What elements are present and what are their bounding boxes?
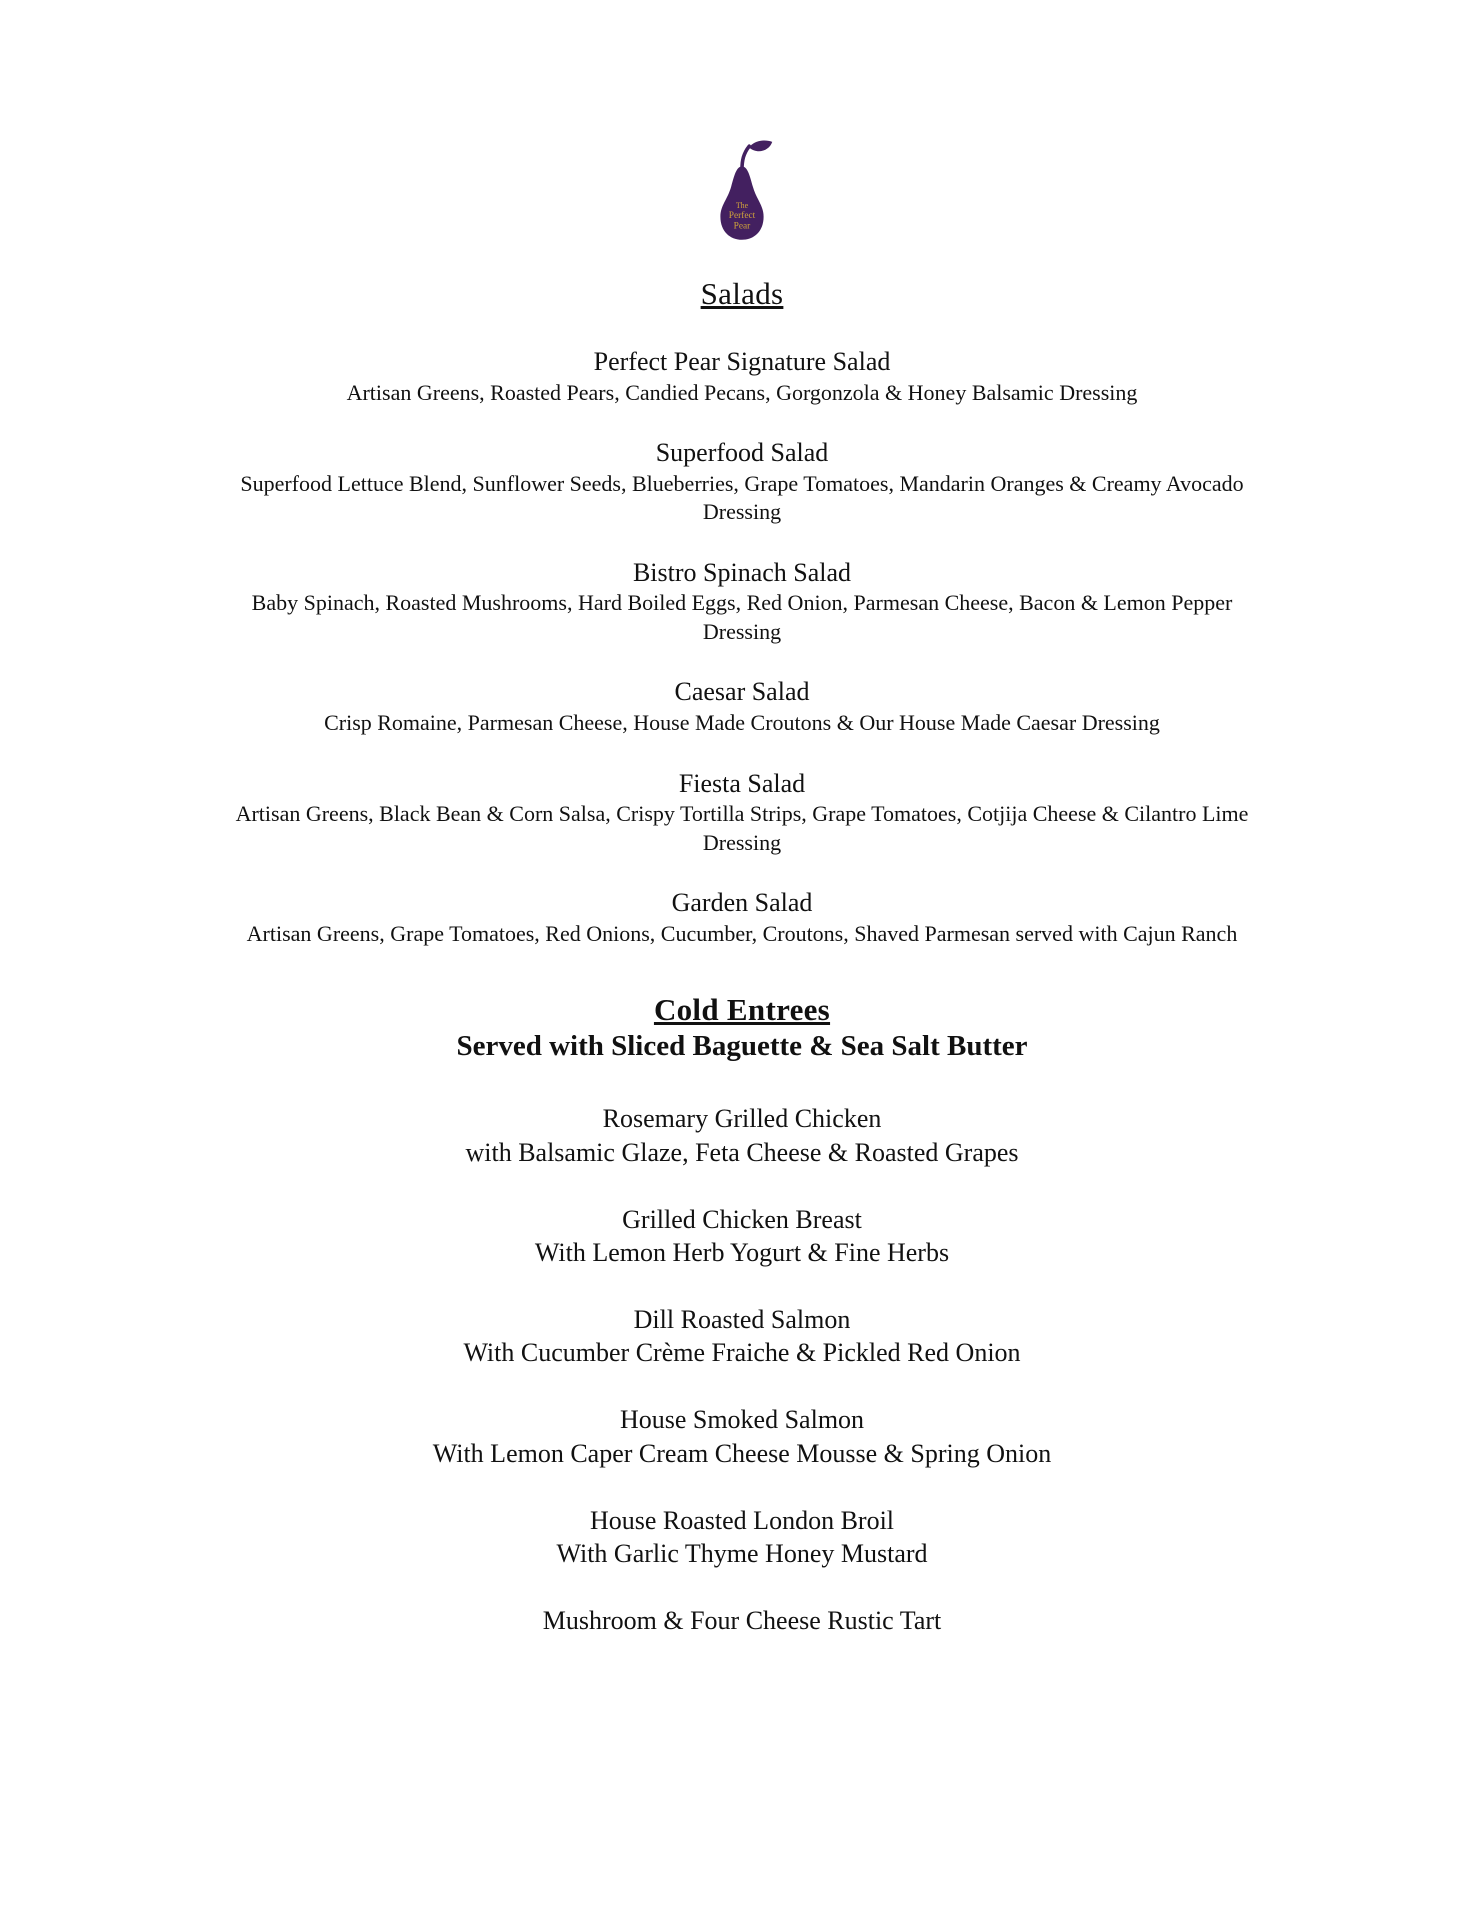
- menu-item: [0, 346, 1484, 407]
- item-description: With Cucumber Crème Fraiche & Pickled Red Onion: [463, 1338, 1021, 1368]
- item-description: With Garlic Thyme Honey Mustard: [556, 1539, 928, 1569]
- logo-text-line1: The: [735, 201, 749, 211]
- menu-item: [0, 1103, 1484, 1169]
- item-name: Superfood Salad: [655, 438, 829, 468]
- menu-item: [0, 437, 1484, 527]
- item-description: With Lemon Herb Yogurt & Fine Herbs: [534, 1238, 950, 1268]
- salads-heading: Salads: [700, 276, 784, 311]
- item-description: Artisan Greens, Grape Tomatoes, Red Onions, Cucumber, Croutons, Shaved Parmesan served with Cajun Ranch: [246, 920, 1238, 946]
- cold-entrees-heading: Cold Entrees: [653, 992, 831, 1028]
- item-description: Crisp Romaine, Parmesan Cheese, House Made Croutons & Our House Made Caesar Dressing: [324, 709, 1160, 735]
- pear-logo-icon: [706, 138, 778, 248]
- menu-item: [0, 1304, 1484, 1370]
- cold-entrees-section: [0, 992, 1484, 1637]
- item-name: Bistro Spinach Salad: [632, 557, 852, 587]
- menu-item: [0, 1505, 1484, 1571]
- logo-text-line2: Perfect: [728, 211, 756, 222]
- item-description: with Balsamic Glaze, Feta Cheese & Roasted Grapes: [465, 1137, 1019, 1167]
- item-name: Garden Salad: [671, 888, 813, 918]
- item-description: Artisan Greens, Black Bean & Corn Salsa, Crispy Tortilla Strips, Grape Tomatoes, Cotjija Cheese & Cilantro Lime Dressing: [235, 801, 1249, 855]
- menu-item: [0, 1404, 1484, 1470]
- menu-item: [0, 768, 1484, 858]
- perfect-pear-logo: [0, 138, 1484, 248]
- menu-item: [0, 557, 1484, 647]
- item-name: House Smoked Salmon: [619, 1405, 865, 1435]
- item-description: With Lemon Caper Cream Cheese Mousse & Spring Onion: [432, 1438, 1052, 1468]
- item-name: House Roasted London Broil: [589, 1505, 895, 1535]
- menu-item: [0, 676, 1484, 737]
- salads-section: [0, 276, 1484, 948]
- cold-entrees-subheading: Served with Sliced Baguette & Sea Salt Butter: [456, 1030, 1028, 1063]
- menu-item: [0, 1605, 1484, 1638]
- item-name: Perfect Pear Signature Salad: [593, 347, 891, 376]
- item-description: Baby Spinach, Roasted Mushrooms, Hard Boiled Eggs, Red Onion, Parmesan Cheese, Bacon & Lemon Pepper Dressing: [251, 590, 1233, 644]
- item-name: Grilled Chicken Breast: [622, 1204, 862, 1234]
- menu-item: [0, 1204, 1484, 1270]
- logo-text-line3: Pear: [733, 221, 751, 232]
- item-name: Dill Roasted Salmon: [633, 1304, 851, 1334]
- item-name: Fiesta Salad: [678, 768, 806, 798]
- item-name: Caesar Salad: [674, 677, 810, 707]
- item-name: Mushroom & Four Cheese Rustic Tart: [542, 1605, 942, 1635]
- menu-item: [0, 887, 1484, 948]
- item-description: Artisan Greens, Roasted Pears, Candied Pecans, Gorgonzola & Honey Balsamic Dressing: [346, 379, 1138, 405]
- item-name: Rosemary Grilled Chicken: [602, 1104, 882, 1134]
- item-description: Superfood Lettuce Blend, Sunflower Seeds, Blueberries, Grape Tomatoes, Mandarin Oranges & Creamy Avocado Dressing: [240, 470, 1244, 525]
